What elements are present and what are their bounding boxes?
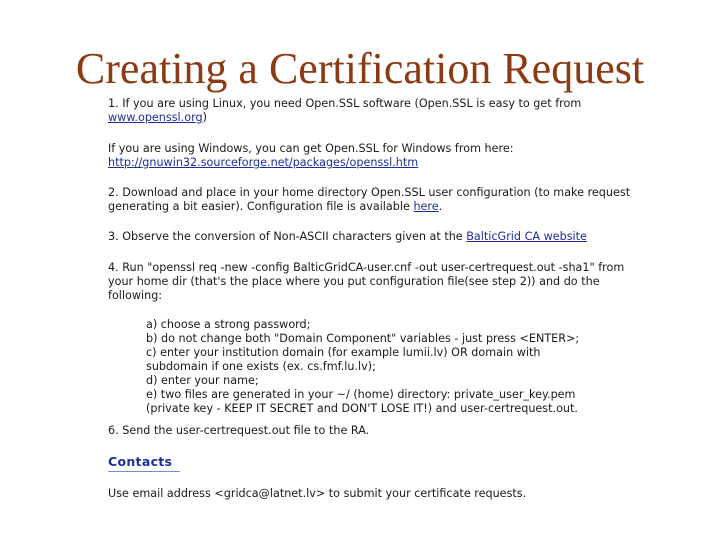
contacts-text: Use email address <gridca@latnet.lv> to submit your certificate requests. (108, 487, 527, 500)
step-4-line-2: your home dir (that's the place where you put configuration file(see step 2)) and do the (108, 275, 600, 288)
windows-note (108, 142, 638, 170)
substep-line: subdomain if one exists (ex. cs.fmf.lu.lv); (146, 360, 376, 373)
substep-line: c) enter your institution domain (for example lumii.lv) OR domain with (146, 346, 541, 359)
step-2 (108, 186, 638, 214)
step-2-line-2: generating a bit easier). Configuration file is available (108, 200, 410, 213)
step-6-text: 6. Send the user-certrequest.out file to the RA. (108, 424, 370, 437)
gnuwin32-link[interactable]: http://gnuwin32.sourceforge.net/packages/openssl.htm (108, 156, 419, 169)
config-file-link[interactable]: here (413, 200, 439, 213)
step-4-line-3: following: (108, 289, 163, 302)
step-4-substeps (146, 318, 626, 416)
contacts-heading: Contacts (108, 454, 173, 469)
step-6 (108, 424, 638, 438)
windows-text: If you are using Windows, you can get Open.SSL for Windows from here: (108, 142, 514, 155)
substep-line: b) do not change both "Domain Component" variables - just press <ENTER>; (146, 332, 580, 345)
contacts-divider (108, 471, 180, 472)
substep-line: a) choose a strong password; (146, 318, 311, 331)
balticgrid-ca-link[interactable]: BalticGrid CA website (466, 230, 587, 243)
step-2-tail: . (438, 200, 443, 213)
substep-line: d) enter your name; (146, 374, 259, 387)
step-1 (108, 97, 638, 125)
substep-line: (private key - KEEP IT SECRET and DON'T LOSE IT!) and user-certrequest.out. (146, 402, 578, 415)
step-3-text: 3. Observe the conversion of Non-ASCII characters given at the (108, 230, 463, 243)
slide-title: Creating a Certification Request (75, 44, 645, 93)
step-1-text: 1. If you are using Linux, you need Open.SSL software (Open.SSL is easy to get from (108, 97, 582, 110)
step-4 (108, 261, 638, 303)
step-3 (108, 230, 638, 244)
step-2-line-1: 2. Download and place in your home directory Open.SSL user configuration (to make request (108, 186, 631, 199)
step-1-tail: ) (202, 111, 207, 124)
contacts-note (108, 487, 638, 501)
step-4-line-1: 4. Run "openssl req -new -config BalticGridCA-user.cnf -out user-certrequest.out -sha1" from (108, 261, 625, 274)
openssl-link[interactable]: www.openssl.org (108, 111, 203, 124)
substep-line: e) two files are generated in your ~/ (home) directory: private_user_key.pem (146, 388, 576, 401)
